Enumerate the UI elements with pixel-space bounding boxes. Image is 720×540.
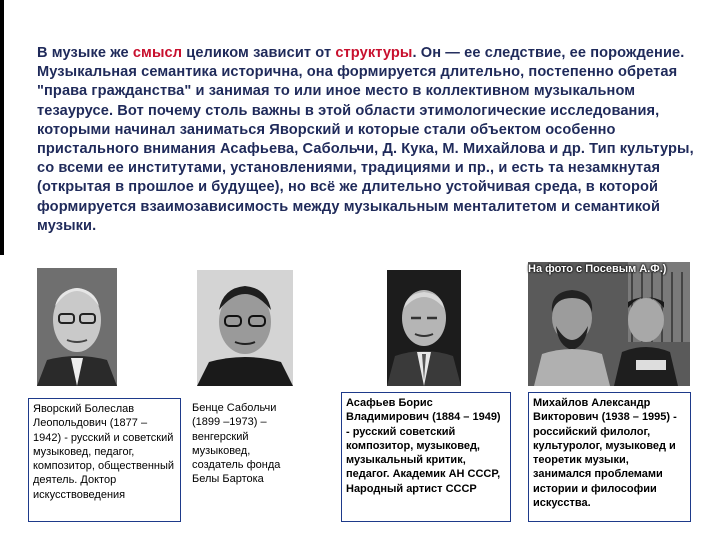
main-paragraph (37, 44, 702, 236)
main-text-accent-meaning: смысл (132, 45, 183, 61)
main-text-accent-structure: структуры (335, 45, 413, 61)
photo-mikhailov-posev (528, 262, 690, 386)
main-text-part2: целиком зависит от (182, 45, 336, 61)
bio-yavorsky: Яворский Болеслав Леопольдович (1877 – 1942) - русский и советский музыковед, педагог, композитор, общественный деятель. Доктор искусствоведения (28, 398, 181, 522)
bio-asafyev: Асафьев Борис Владимирович (1884 – 1949) - русский советский композитор, музыковед, музыкальный критик, педагог. Академик АН СССР, Народный артист СССР (341, 392, 511, 522)
portrait-szabolcsi (197, 270, 293, 386)
portrait-asafyev (387, 270, 461, 386)
bio-szabolcsi: Бенце Сабольчи (1899 –1973) – венгерский музыковед, создатель фонда Белы Бартока (188, 398, 308, 498)
bio-mikhailov: Михайлов Александр Викторович (1938 – 1995) - российский филолог, культуролог, музыковед и теоретик музыки, занимался проблемами истории и философии искусства. (528, 392, 691, 522)
photo-caption: На фото с Посевым А.Ф.) (528, 263, 667, 275)
left-border-rule (0, 0, 4, 255)
main-text-part1: В музыке же (37, 45, 133, 61)
portrait-yavorsky (37, 268, 117, 386)
main-text-part3: . Он — ее следствие, ее порождение. Музыкальная семантика исторична, она формируется длительно, постепенно обретая "права гражданства" и занимая то или иное место в коллективном музыкальном тезаурусе. Вот почему столь важны в этой области этимологические исследования, которыми начинал заниматься Яворский и которые стали объектом особенно пристального внимания Асафьева, Сабольчи, Д. Кука, М. Михайлова и др. Тип культуры, со всеми ее институтами, установлениями, традициями и пр., и есть та незамкнутая (открытая в прошлое и будущее), но всё же длительно устойчивая среда, в которой формируется взаимозависимость между музыкальным менталитетом и семантикой музыки. (37, 45, 694, 234)
